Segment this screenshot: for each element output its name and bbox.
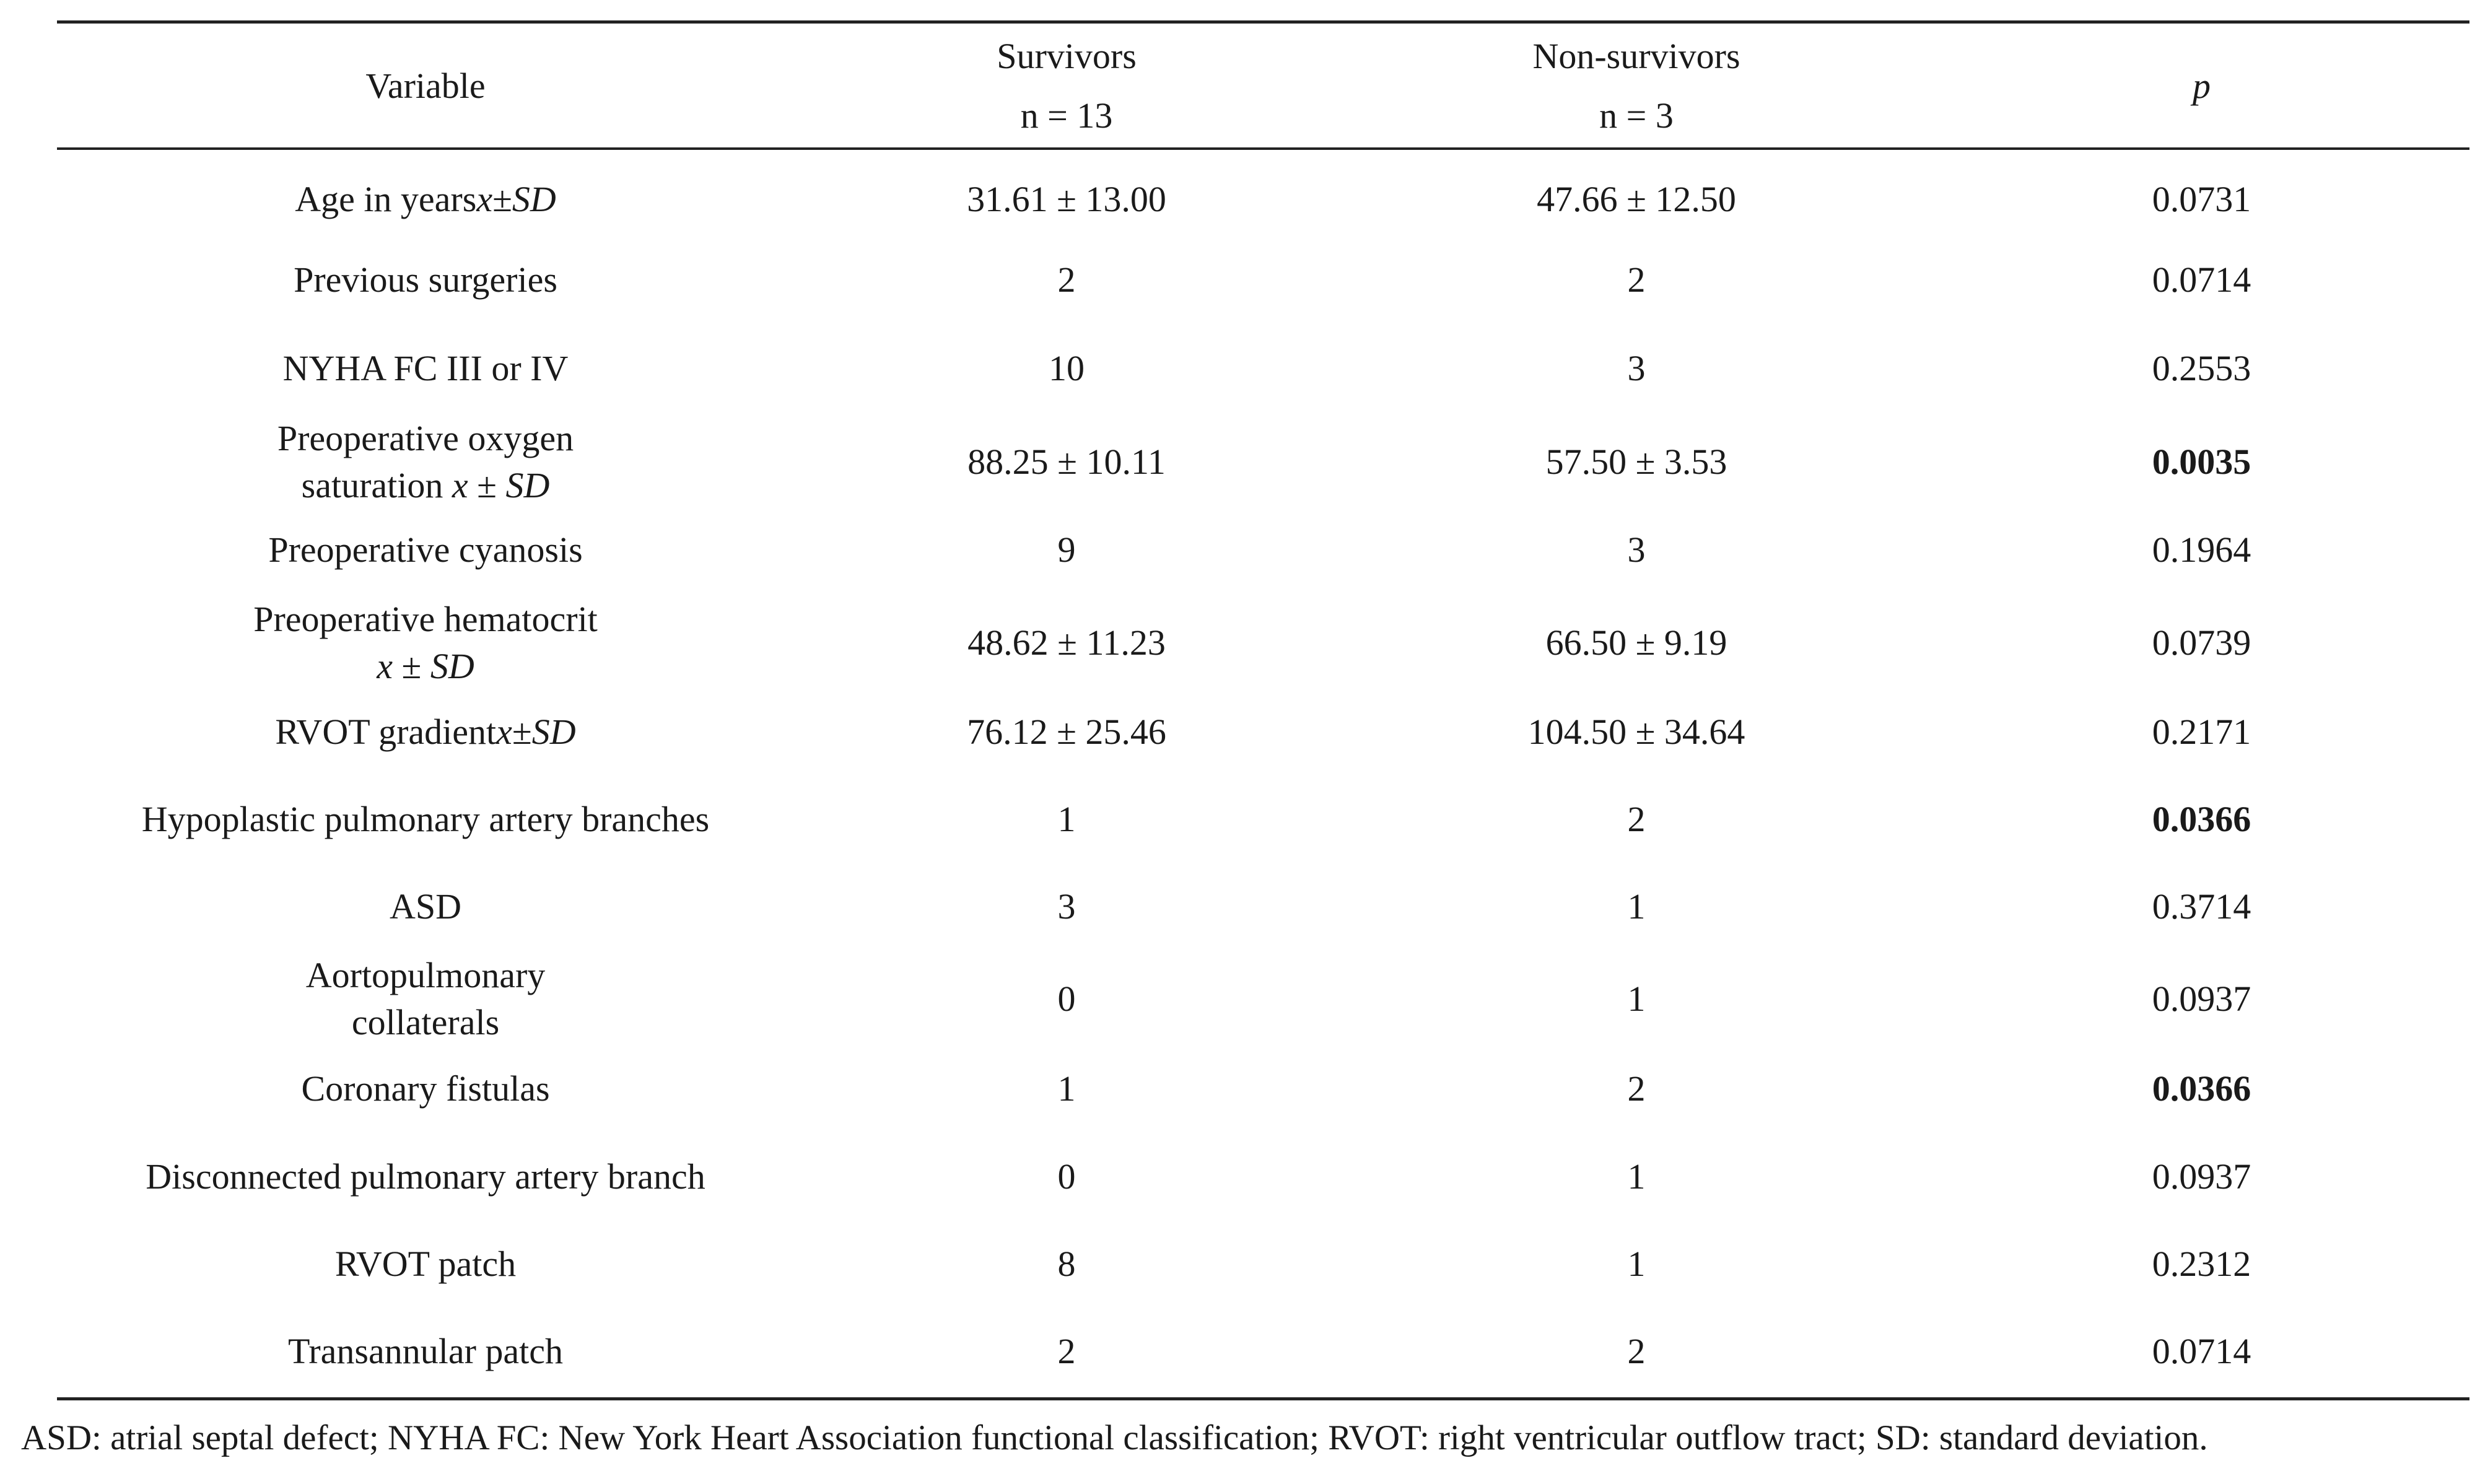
row-variable-line2: x ± SD xyxy=(377,646,474,686)
row-p-value: 0.2171 xyxy=(2152,712,2251,752)
row-nonsurvivors: 3 xyxy=(1627,530,1646,570)
row-survivors: 0 xyxy=(1057,979,1076,1019)
row-variable: Disconnected pulmonary artery branch xyxy=(146,1156,705,1197)
row-variable: Hypoplastic pulmonary artery branches xyxy=(141,799,710,839)
row-nonsurvivors: 2 xyxy=(1627,799,1646,839)
row-p-value: 0.0714 xyxy=(2152,260,2251,300)
row-survivors: 9 xyxy=(1057,530,1076,570)
row-nonsurvivors: 2 xyxy=(1627,1068,1646,1109)
row-survivors: 8 xyxy=(1057,1244,1076,1284)
row-variable: Coronary fistulas xyxy=(301,1068,550,1109)
row-survivors: 2 xyxy=(1057,1331,1076,1371)
row-p-value: 0.3714 xyxy=(2152,886,2251,927)
row-variable: Previous surgeries xyxy=(294,260,557,300)
row-variable xyxy=(57,593,794,692)
header-nonsurvivors-label: Non-survivors xyxy=(1532,36,1740,76)
row-p-value: 0.0366 xyxy=(2152,799,2251,839)
row-nonsurvivors: 1 xyxy=(1627,1156,1646,1197)
row-nonsurvivors: 1 xyxy=(1627,979,1646,1019)
row-p-value: 0.0739 xyxy=(2152,622,2251,663)
row-variable: NYHA FC III or IV xyxy=(282,348,569,388)
row-nonsurvivors: 104.50 ± 34.64 xyxy=(1527,712,1745,752)
row-survivors: 0 xyxy=(1057,1156,1076,1197)
row-variable xyxy=(57,949,794,1049)
row-p-value: 0.2553 xyxy=(2152,348,2251,388)
header-variable: Variable xyxy=(365,66,486,106)
row-survivors: 48.62 ± 11.23 xyxy=(967,622,1166,663)
row-variable xyxy=(57,412,794,512)
row-nonsurvivors: 66.50 ± 9.19 xyxy=(1545,622,1727,663)
row-p-value: 0.0937 xyxy=(2152,979,2251,1019)
row-nonsurvivors: 3 xyxy=(1627,348,1646,388)
row-variable: Age in years x ± SD xyxy=(295,179,556,219)
header-survivors-label: Survivors xyxy=(997,36,1137,76)
row-p-value: 0.0366 xyxy=(2152,1068,2251,1109)
header-nonsurvivors-n: n = 3 xyxy=(1599,95,1674,136)
row-p-value: 0.2312 xyxy=(2152,1244,2251,1284)
row-p-value: 0.0035 xyxy=(2152,442,2251,482)
row-p-value: 0.0937 xyxy=(2152,1156,2251,1197)
row-variable-line2: saturation x ± SD xyxy=(301,465,550,505)
row-nonsurvivors: 2 xyxy=(1627,260,1646,300)
header-p-value: p xyxy=(2193,66,2211,106)
row-p-value: 0.1964 xyxy=(2152,530,2251,570)
row-nonsurvivors: 2 xyxy=(1627,1331,1646,1371)
row-p-value: 0.0731 xyxy=(2152,179,2251,219)
row-variable: RVOT gradient x ± SD xyxy=(275,712,576,752)
row-survivors: 31.61 ± 13.00 xyxy=(967,179,1166,219)
row-variable: ASD xyxy=(389,886,462,927)
row-variable: Preoperative cyanosis xyxy=(268,530,583,570)
row-variable-line1: Aortopulmonary xyxy=(305,955,546,995)
top-rule xyxy=(57,20,2469,24)
row-variable-line1: Preoperative oxygen xyxy=(277,418,574,458)
row-survivors: 10 xyxy=(1049,348,1085,388)
bottom-rule xyxy=(57,1397,2469,1400)
header-rule xyxy=(57,147,2469,150)
row-survivors: 1 xyxy=(1057,799,1076,839)
row-nonsurvivors: 1 xyxy=(1627,886,1646,927)
row-survivors: 88.25 ± 10.11 xyxy=(967,442,1166,482)
row-nonsurvivors: 47.66 ± 12.50 xyxy=(1537,179,1736,219)
row-nonsurvivors: 1 xyxy=(1627,1244,1646,1284)
table-footnote: ASD: atrial septal defect; NYHA FC: New York Heart Association functional classification; RVOT: right ventricular outflow tract; SD: standard deviation. xyxy=(21,1418,2208,1457)
header-survivors xyxy=(794,25,1339,147)
row-variable-line2: collaterals xyxy=(351,1002,500,1042)
row-survivors: 1 xyxy=(1057,1068,1076,1109)
header-survivors-n: n = 13 xyxy=(1020,95,1113,136)
row-nonsurvivors: 57.50 ± 3.53 xyxy=(1545,442,1727,482)
row-variable-line1: Preoperative hematocrit xyxy=(253,599,598,639)
row-survivors: 2 xyxy=(1057,260,1076,300)
row-p-value: 0.0714 xyxy=(2152,1331,2251,1371)
row-variable: Transannular patch xyxy=(287,1331,564,1371)
row-survivors: 3 xyxy=(1057,886,1076,927)
row-survivors: 76.12 ± 25.46 xyxy=(967,712,1166,752)
header-nonsurvivors xyxy=(1339,25,1934,147)
row-variable: RVOT patch xyxy=(334,1244,517,1284)
